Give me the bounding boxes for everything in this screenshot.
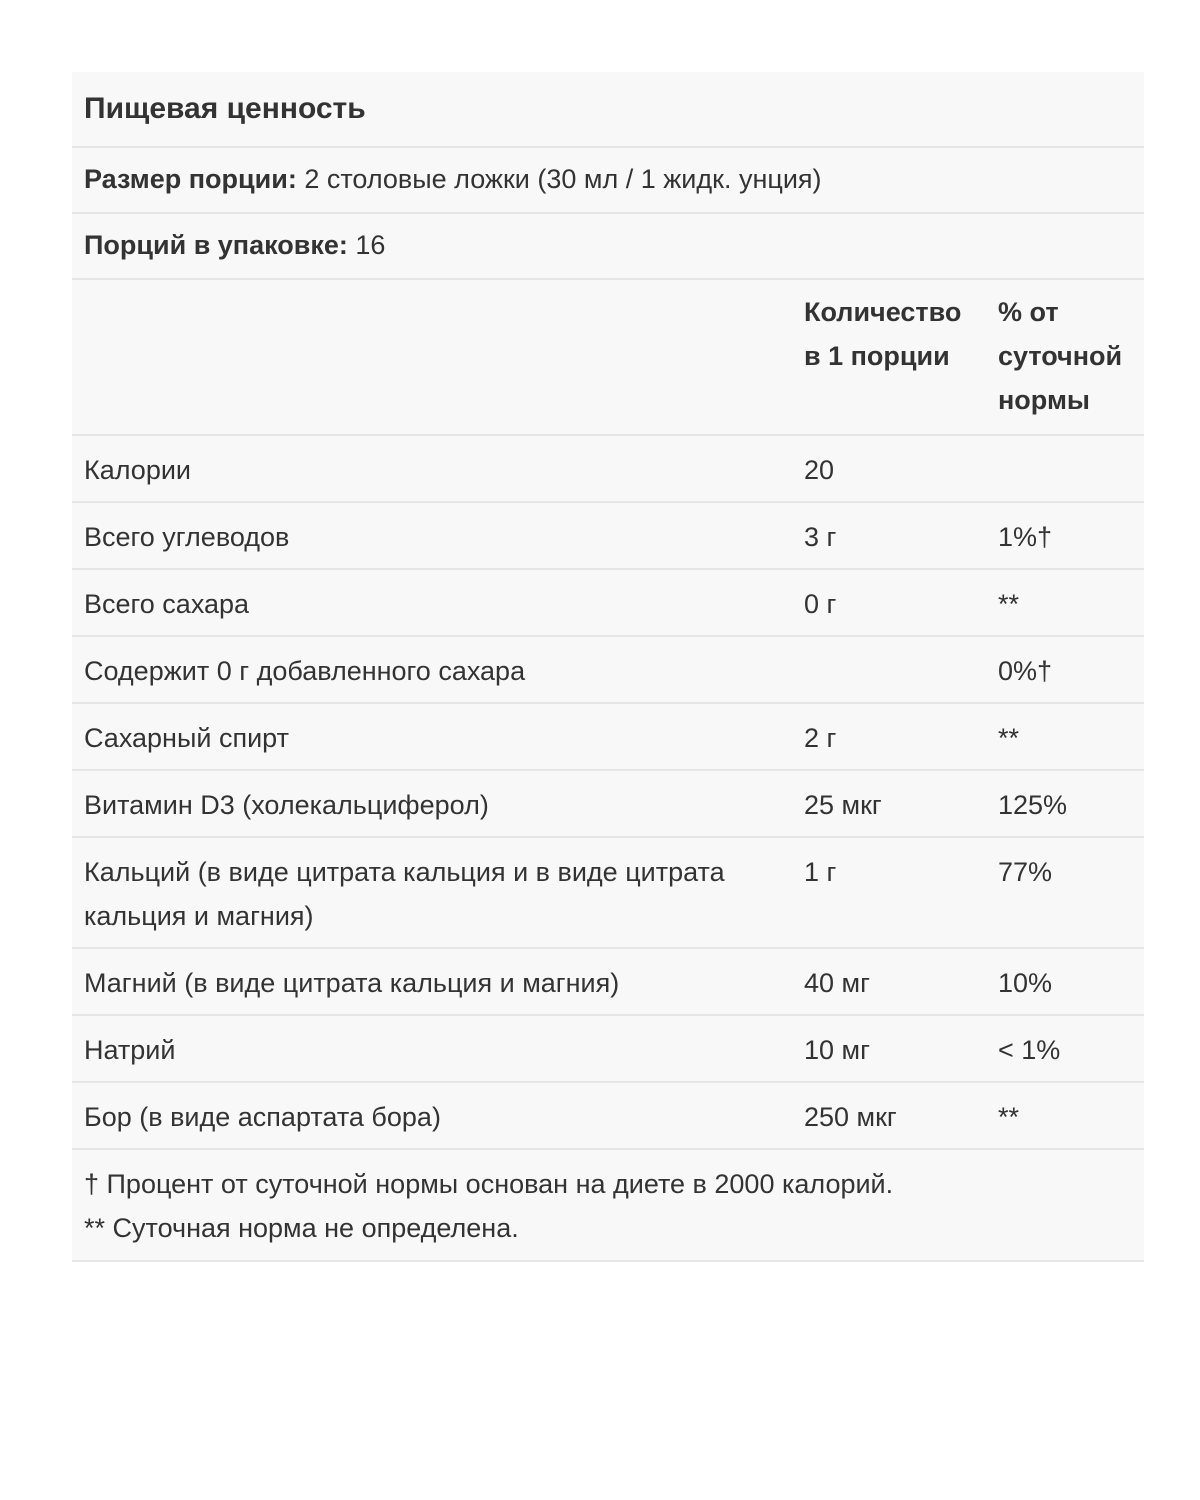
nutrient-daily-value: **	[998, 1102, 1020, 1132]
nutrient-amount: 250 мкг	[804, 1102, 897, 1132]
nutrient-amount: 20	[804, 455, 835, 485]
nutrient-name: Всего углеводов	[84, 522, 290, 552]
table-row	[72, 771, 1144, 838]
table-row	[72, 570, 1144, 637]
servings-per-container-label: Порций в упаковке:	[84, 230, 348, 260]
nutrient-daily-value: **	[998, 723, 1020, 753]
nutrient-name: Витамин D3 (холекальциферол)	[84, 790, 489, 820]
table-row	[72, 949, 1144, 1016]
column-header-name	[72, 280, 794, 434]
column-header-amount: Количество в 1 порции	[804, 297, 962, 371]
serving-size-value: 2 столовые ложки (30 мл / 1 жидк. унция)	[296, 164, 822, 194]
footnotes	[72, 1150, 1144, 1262]
nutrient-daily-value: 77%	[998, 857, 1053, 887]
nutrient-daily-value	[984, 436, 1144, 501]
nutrient-amount: 0 г	[804, 589, 837, 619]
nutrient-amount: 10 мг	[804, 1035, 870, 1065]
column-header-row	[72, 280, 1144, 436]
nutrient-amount: 25 мкг	[804, 790, 882, 820]
nutrient-name: Калории	[84, 455, 191, 485]
nutrient-name: Бор (в виде аспартата бора)	[84, 1102, 441, 1132]
nutrient-amount: 2 г	[804, 723, 837, 753]
footnote-not-established: ** Суточная норма не определена.	[84, 1213, 519, 1243]
serving-size-label: Размер порции:	[84, 164, 297, 194]
nutrient-amount: 3 г	[804, 522, 837, 552]
nutrient-amount: 1 г	[804, 857, 837, 887]
table-row	[72, 637, 1144, 704]
nutrient-name: Содержит 0 г добавленного сахара	[84, 656, 526, 686]
serving-size-row	[72, 148, 1144, 214]
nutrient-daily-value: < 1%	[998, 1035, 1061, 1065]
nutrient-amount	[794, 637, 984, 702]
nutrient-daily-value: 1%†	[998, 522, 1053, 552]
nutrition-facts-table	[72, 72, 1144, 1262]
column-header-daily-value: % от суточной нормы	[998, 297, 1123, 415]
nutrient-amount: 40 мг	[804, 968, 870, 998]
table-row	[72, 704, 1144, 771]
nutrient-name: Всего сахара	[84, 589, 250, 619]
servings-per-container-value: 16	[347, 230, 386, 260]
nutrient-name: Сахарный спирт	[84, 723, 289, 753]
table-row	[72, 436, 1144, 503]
nutrient-name: Натрий	[84, 1035, 176, 1065]
table-row	[72, 1016, 1144, 1083]
servings-per-container-row	[72, 214, 1144, 280]
nutrient-daily-value: 125%	[998, 790, 1068, 820]
table-row	[72, 1083, 1144, 1150]
nutrient-name: Магний (в виде цитрата кальция и магния)	[84, 968, 620, 998]
footnote-daily-value: † Процент от суточной нормы основан на диете в 2000 калорий.	[84, 1169, 894, 1199]
table-row	[72, 503, 1144, 570]
nutrient-daily-value: 10%	[998, 968, 1053, 998]
table-row	[72, 838, 1144, 949]
nutrient-daily-value: **	[998, 589, 1020, 619]
nutrient-name: Кальций (в виде цитрата кальция и в виде цитрата кальция и магния)	[84, 857, 725, 931]
table-title: Пищевая ценность	[72, 72, 1144, 148]
nutrient-daily-value: 0%†	[998, 656, 1053, 686]
